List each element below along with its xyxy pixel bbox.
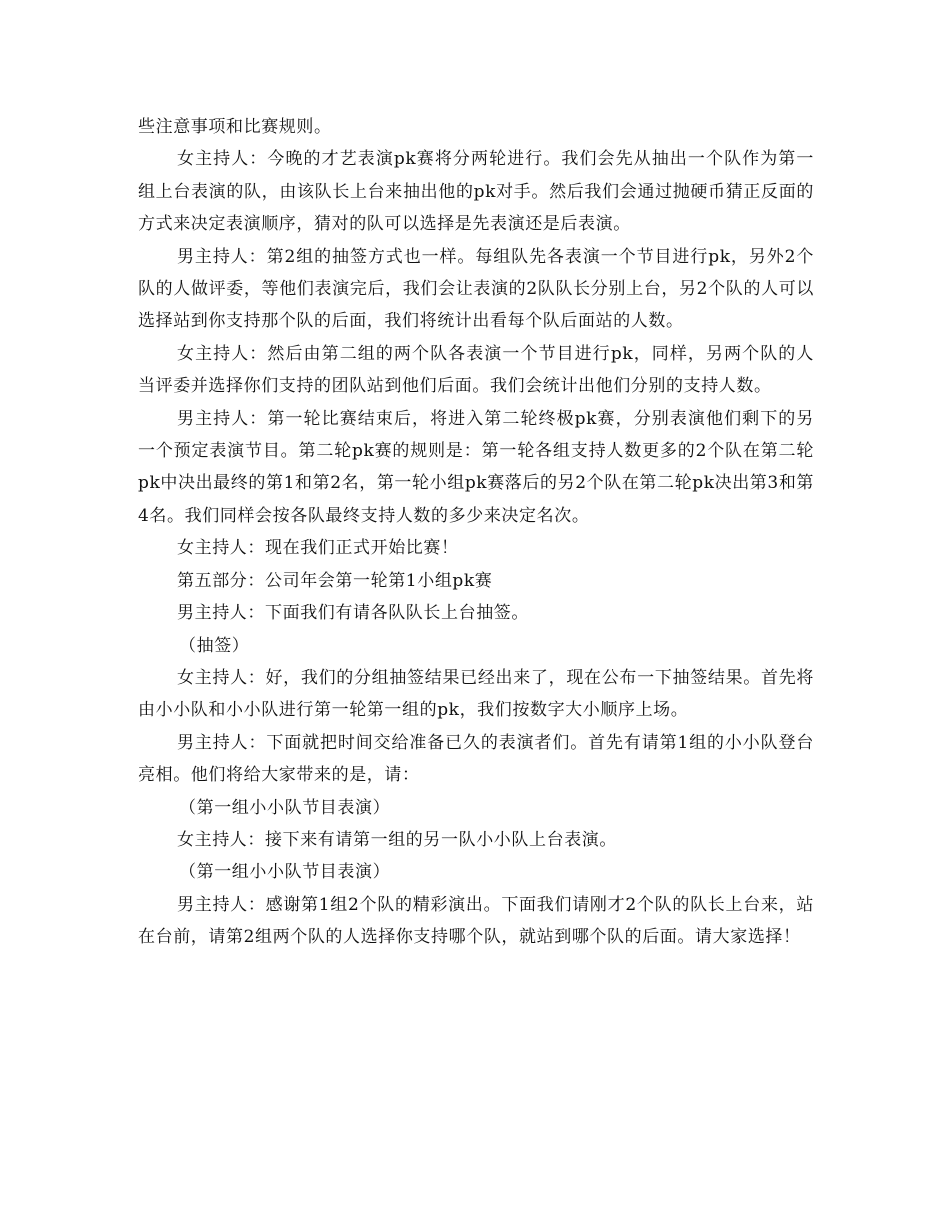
stage-direction-performance-1: （第一组小小队节目表演）: [179, 797, 391, 818]
section-heading-part5: 第五部分：公司年会第一轮第1小组pk赛: [177, 570, 493, 591]
stage-direction-performance-2: （第一组小小队节目表演）: [179, 862, 391, 883]
paragraph-host-male-thanks: 男主持人：感谢第1组2个队的精彩演出。下面我们请刚才2个队的队长上台来，站在台前，请第2组两个队的人选择你支持哪个队，就站到哪个队的后面。请大家选择！: [138, 894, 814, 948]
paragraph-host-female-start: 女主持人：现在我们正式开始比赛！: [177, 538, 459, 559]
paragraph-host-male-captains: 男主持人：下面我们有请各队队长上台抽签。: [177, 603, 529, 624]
paragraph-host-female-rules: 女主持人：今晚的才艺表演pk赛将分两轮进行。我们会先从抽出一个队作为第一组上台表演的队，由该队长上台来抽出他的pk对手。然后我们会通过抛硬币猜正反面的方式来决定表演顺序，猜对的队可以选择是先表演还是后表演。: [138, 149, 814, 235]
document-body: [138, 111, 814, 954]
paragraph-host-male-round2: 男主持人：第一轮比赛结束后，将进入第二轮终极pk赛，分别表演他们剩下的另一个预定表演节目。第二轮pk赛的规则是：第一轮各组支持人数更多的2个队在第二轮pk中决出最终的第1和第2名，第一轮小组pk赛落后的另2个队在第二轮pk决出第3和第4名。我们同样会按各队最终支持人数的多少来决定名次。: [138, 408, 815, 526]
paragraph-host-female-group2: 女主持人：然后由第二组的两个队各表演一个节目进行pk，同样，另两个队的人当评委并选择你们支持的团队站到他们后面。我们会统计出他们分别的支持人数。: [138, 343, 814, 397]
stage-direction-draw: （抽签）: [179, 635, 250, 656]
paragraph-host-female-result: 女主持人：好，我们的分组抽签结果已经出来了，现在公布一下抽签结果。首先将由小小队和小小队进行第一轮第一组的pk，我们按数字大小顺序上场。: [138, 667, 814, 721]
paragraph-host-male-performers: 男主持人：下面就把时间交给准备已久的表演者们。首先有请第1组的小小队登台亮相。他们将给大家带来的是，请：: [138, 732, 814, 786]
paragraph-continuation: 些注意事项和比赛规则。: [138, 117, 332, 137]
paragraph-host-male-draw: 男主持人：第2组的抽签方式也一样。每组队先各表演一个节目进行pk，另外2个队的人做评委，等他们表演完后，我们会让表演的2队队长分别上台，另2个队的人可以选择站到你支持那个队的后面，我们将统计出看每个队后面站的人数。: [138, 246, 814, 332]
paragraph-host-female-next-team: 女主持人：接下来有请第一组的另一队小小队上台表演。: [177, 829, 617, 850]
